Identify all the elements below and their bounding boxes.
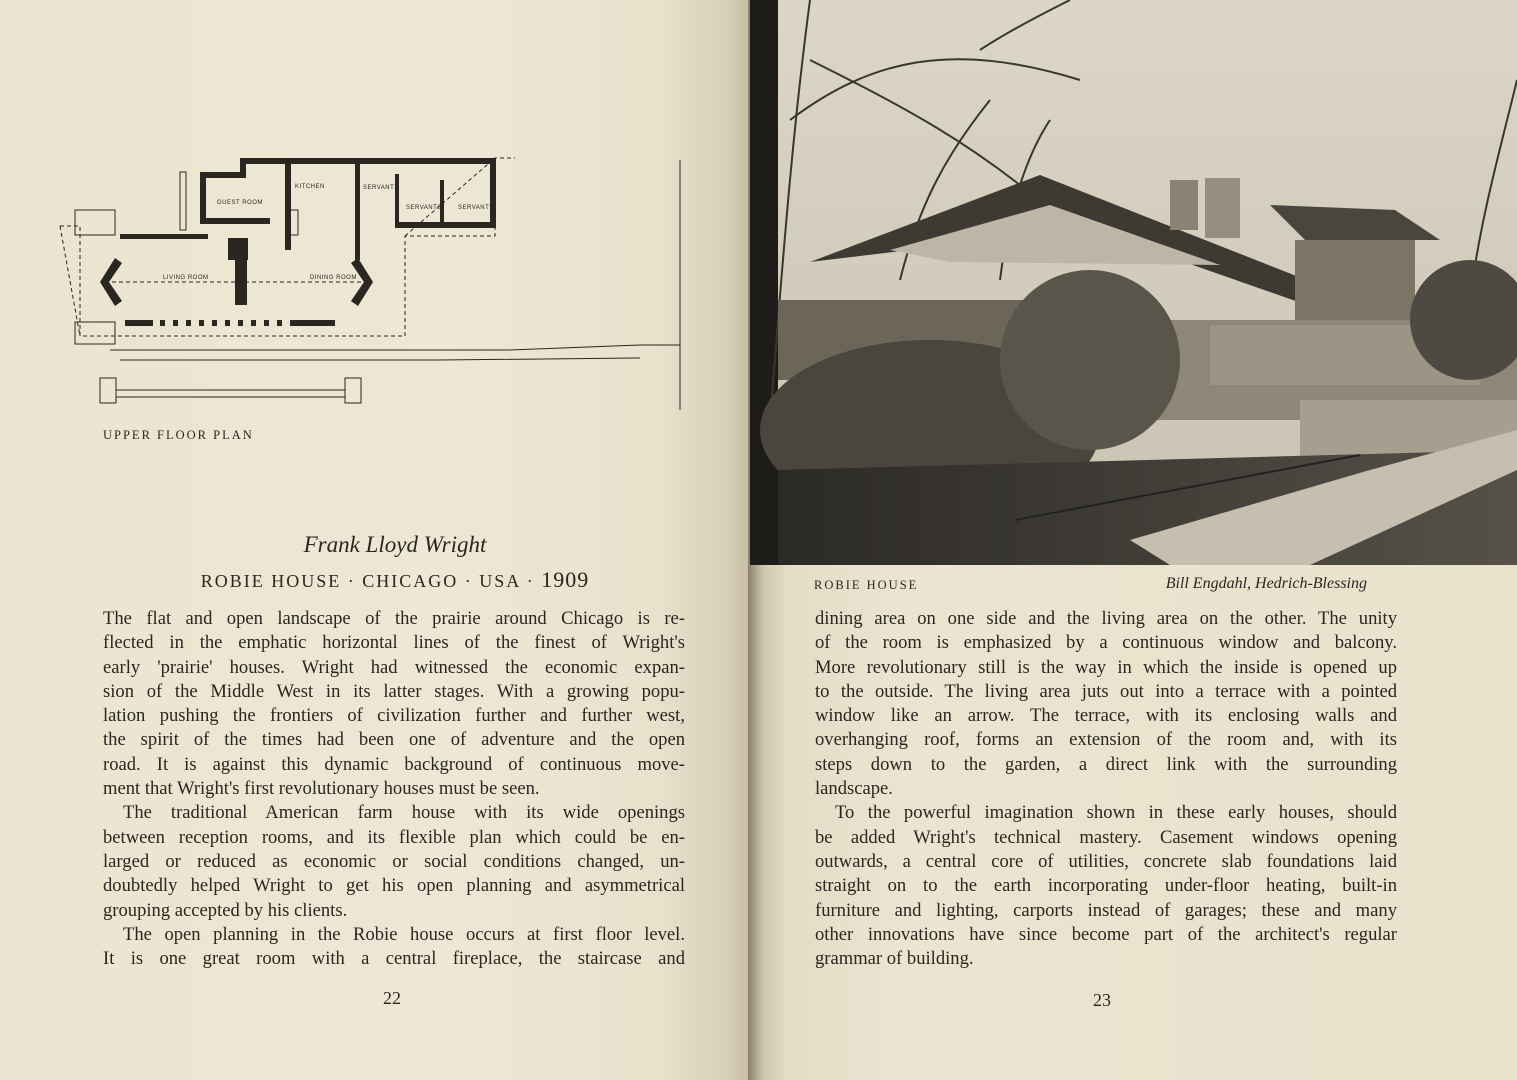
text-line: sion of the Middle West in its latter stages. With a growing popu-: [103, 680, 685, 702]
photo-caption: ROBIE HOUSE: [814, 578, 919, 592]
body-text: [815, 607, 1397, 971]
plan-label-servants-3: SERVANTS: [458, 205, 494, 211]
text-line: To the powerful imagination shown in these early houses, should: [835, 802, 1397, 824]
building-title: [0, 567, 790, 593]
plan-label-kitchen: KITCHEN: [295, 184, 325, 190]
text-line: It is one great room with a central fireplace, the staircase and: [103, 948, 685, 970]
text-line: landscape.: [815, 778, 893, 800]
page-number: 23: [1093, 990, 1111, 1010]
building-title-text: ROBIE HOUSE · CHICAGO · USA ·: [200, 571, 542, 591]
plan-caption: UPPER FLOOR PLAN: [103, 428, 254, 442]
text-line: flected in the emphatic horizontal lines of the finest of Wright's: [103, 632, 685, 654]
building-year: 1909: [541, 567, 590, 592]
text-line: grouping accepted by his clients.: [103, 899, 348, 921]
text-line: road. It is against this dynamic background of continuous move-: [103, 753, 685, 775]
text-line: larged or reduced as economic or social conditions changed, un-: [103, 850, 685, 872]
text-line: The flat and open landscape of the prairie around Chicago is re-: [103, 608, 685, 629]
text-line: furniture and lighting, carports instead of garages; these and many: [815, 899, 1397, 921]
body-text: [103, 607, 685, 971]
text-line: of the room is emphasized by a continuous window and balcony.: [815, 632, 1397, 654]
text-line: grammar of building.: [815, 948, 974, 970]
architect-name: Frank Lloyd Wright: [303, 532, 487, 557]
left-page: [0, 0, 748, 1080]
text-line: early 'prairie' houses. Wright had witnessed the economic expan-: [103, 656, 685, 678]
text-line: The traditional American farm house with its wide openings: [123, 802, 685, 824]
text-line: ment that Wright's first revolutionary houses must be seen.: [103, 778, 540, 800]
text-line: straight on to the earth incorporating under-floor heating, built-in: [815, 875, 1397, 897]
plan-label-servants-1: SERVANTS: [363, 185, 399, 191]
photo-credit: Bill Engdahl, Hedrich-Blessing: [1165, 575, 1367, 592]
text-line: window like an arrow. The terrace, with its enclosing walls and: [815, 705, 1397, 727]
text-line: other innovations have since become part of the architect's regular: [815, 923, 1397, 945]
text-line: More revolutionary still is the way in which the inside is opened up: [815, 656, 1397, 678]
text-line: to the outside. The living area juts out into a terrace with a pointed: [815, 680, 1397, 702]
robie-house-photo: [750, 0, 1517, 565]
text-line: doubtedly helped Wright to get his open planning and asymmetrical: [103, 875, 685, 897]
text-line: lation pushing the frontiers of civilization further and further west,: [103, 705, 685, 727]
text-line: the spirit of the times had been one of adventure and the open: [103, 729, 685, 751]
page-number: 22: [383, 988, 401, 1008]
text-line: steps down to the garden, a direct link with the surrounding: [815, 753, 1397, 775]
plan-label-dining-room: DINING ROOM: [310, 275, 357, 281]
text-line: be added Wright's technical mastery. Casement windows opening: [815, 826, 1397, 848]
right-page: [748, 0, 1517, 1080]
upper-floor-plan: [40, 150, 690, 420]
plan-label-guest-room: GUEST ROOM: [217, 200, 263, 206]
text-line: between reception rooms, and its flexible plan which could be en-: [103, 826, 685, 848]
text-line: outwards, a central core of utilities, concrete slab foundations laid: [815, 850, 1397, 872]
text-line: overhanging roof, forms an extension of the room and, with its: [815, 729, 1397, 751]
text-line: The open planning in the Robie house occurs at first floor level.: [123, 923, 685, 945]
plan-label-servants-2: SERVANTS: [406, 205, 442, 211]
plan-label-living-room: LIVING ROOM: [163, 275, 209, 281]
text-line: dining area on one side and the living area on the other. The unity: [815, 608, 1397, 629]
